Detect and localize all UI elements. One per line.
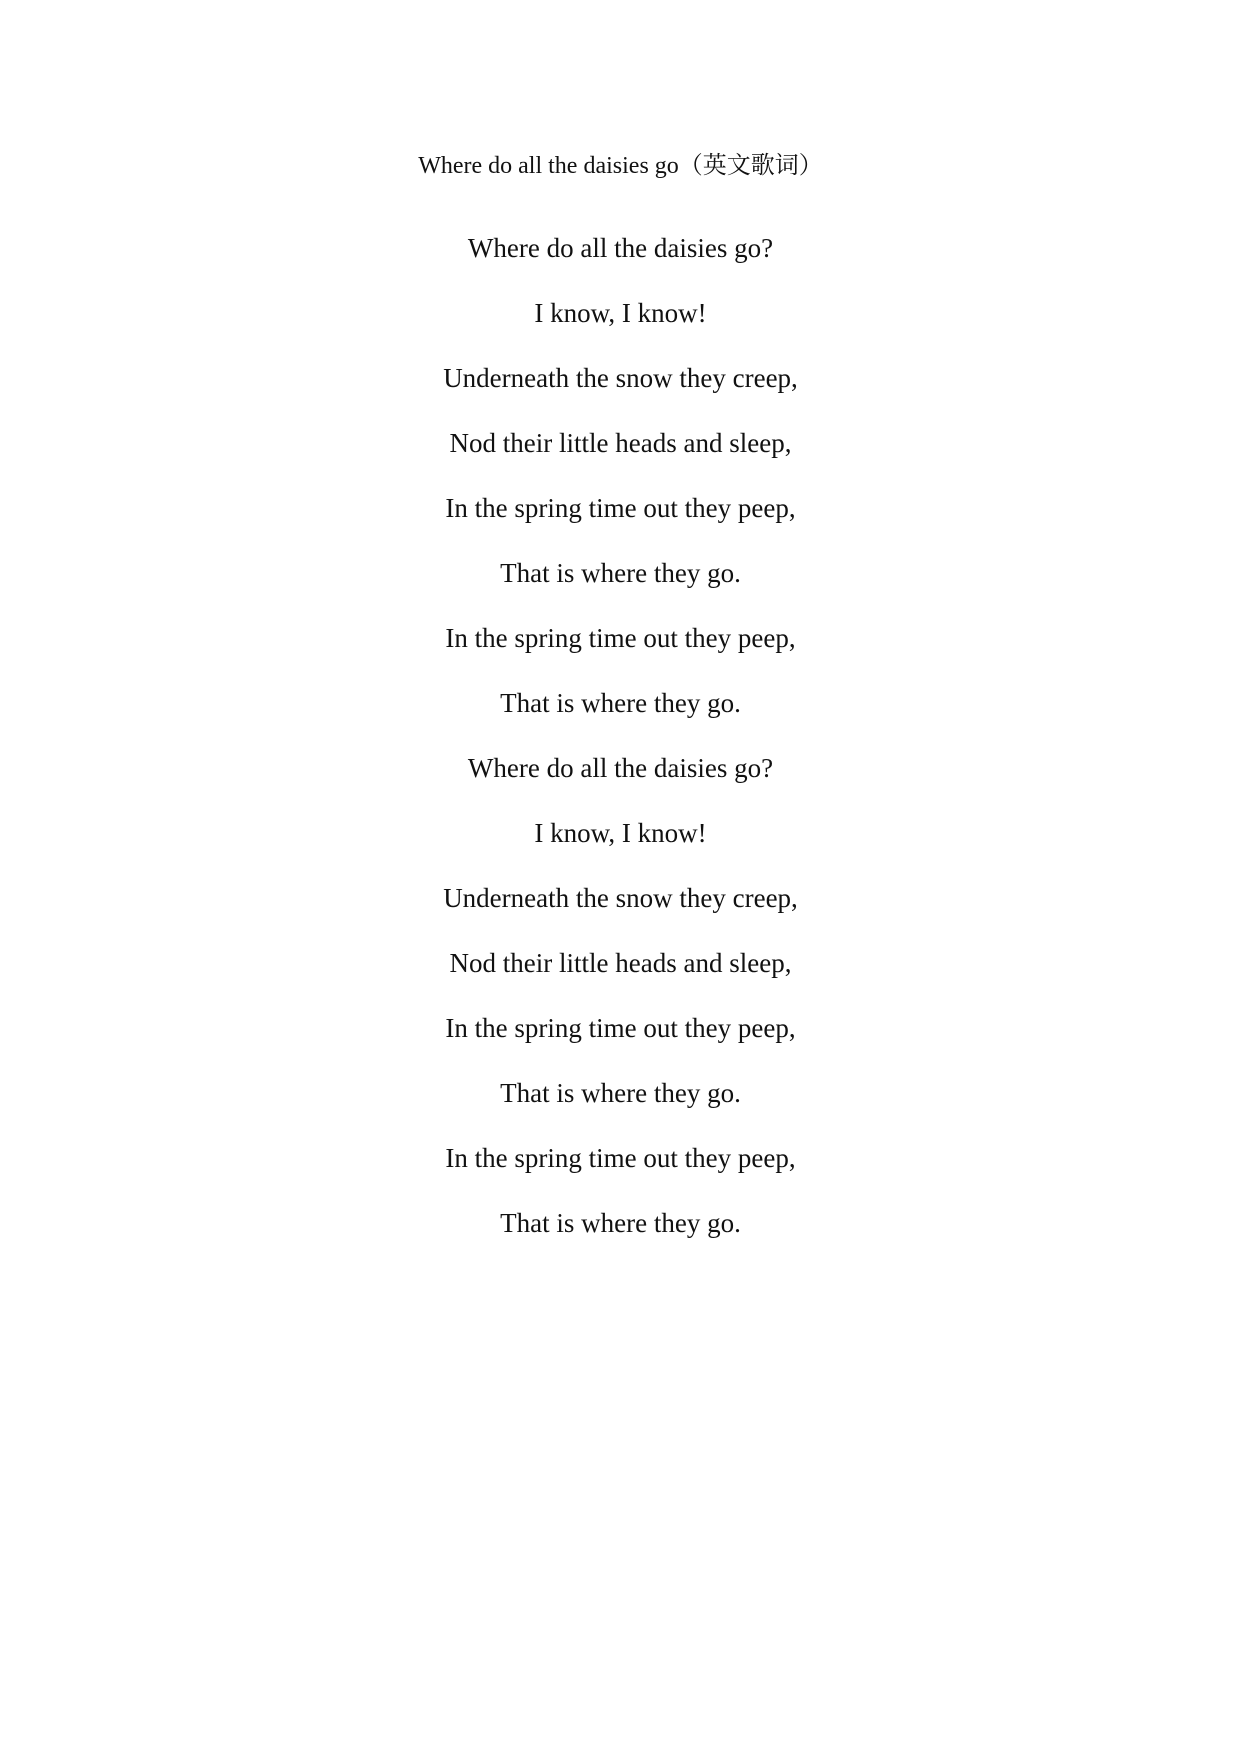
lyric-line: I know, I know! [534,298,707,328]
lyrics-list [0,230,1241,1270]
lyric-line: Underneath the snow they creep, [443,363,798,393]
lyric-line: In the spring time out they peep, [445,1013,796,1043]
lyric-line: Nod their little heads and sleep, [449,948,792,978]
lyric-line: That is where they go. [500,688,741,718]
lyric-line: Underneath the snow they creep, [443,883,798,913]
lyric-line: In the spring time out they peep, [445,1143,796,1173]
document-title: Where do all the daisies go（英文歌词） [418,153,823,179]
lyric-line: That is where they go. [500,1208,741,1238]
lyric-line: Where do all the daisies go? [467,233,774,263]
lyric-line: Nod their little heads and sleep, [449,428,792,458]
lyric-line: In the spring time out they peep, [445,493,796,523]
lyric-line: That is where they go. [500,1078,741,1108]
lyric-line: In the spring time out they peep, [445,623,796,653]
lyric-line: I know, I know! [534,818,707,848]
lyric-line: Where do all the daisies go? [467,753,774,783]
lyric-line: That is where they go. [500,558,741,588]
